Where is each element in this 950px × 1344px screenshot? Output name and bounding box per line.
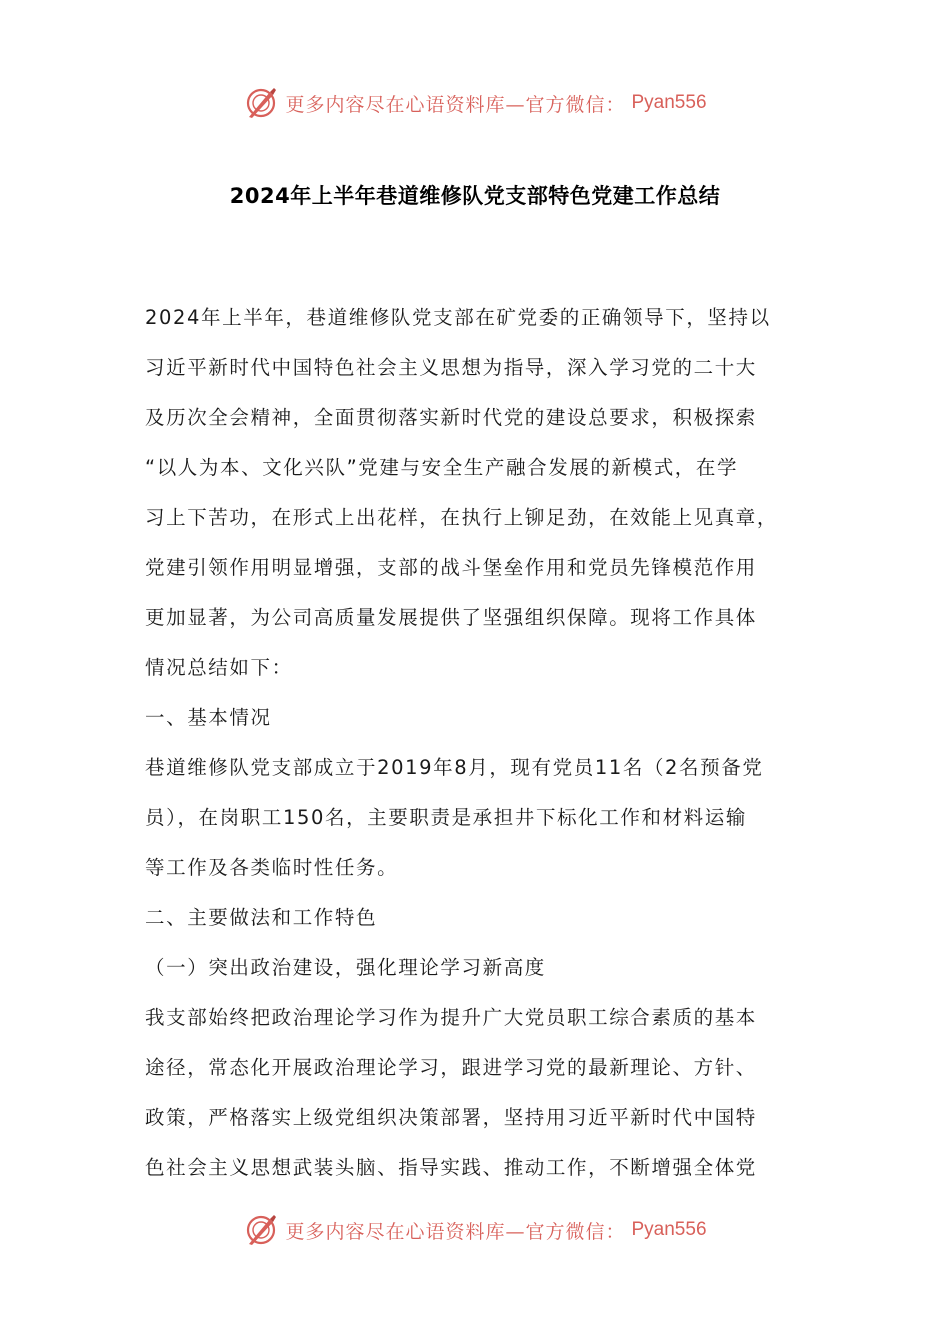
- watermark-text: 更多内容尽在心语资料库—官方微信：: [285, 93, 626, 116]
- body-line: “以人为本、文化兴队”党建与安全生产融合发展的新模式，在学: [145, 456, 739, 479]
- body-line: 及历次全会精神，全面贯彻落实新时代党的建设总要求，积极探索: [145, 406, 757, 429]
- footer-watermark: [0, 1210, 950, 1250]
- body-line: 党建引领作用明显增强，支部的战斗堡垒作用和党员先锋模范作用: [145, 556, 757, 579]
- pen-logo-icon: [243, 1212, 279, 1248]
- pen-logo-icon: [243, 85, 279, 121]
- body-line: 更加显著，为公司高质量发展提供了坚强组织保障。现将工作具体: [145, 606, 757, 629]
- header-watermark: [0, 83, 950, 123]
- body-line: 政策，严格落实上级党组织决策部署，坚持用习近平新时代中国特: [145, 1106, 757, 1129]
- body-line: 等工作及各类临时性任务。: [145, 856, 399, 879]
- body-line: 巷道维修队党支部成立于2019年8月，现有党员11名（2名预备党: [145, 756, 764, 779]
- body-line: 习近平新时代中国特色社会主义思想为指导，深入学习党的二十大: [145, 356, 757, 379]
- section-heading: 二、主要做法和工作特色: [145, 906, 378, 929]
- section-heading: 一、基本情况: [145, 706, 272, 729]
- watermark-wechat-id: Pyan556: [631, 92, 707, 113]
- body-line: 习上下苦功，在形式上出花样，在执行上铆足劲，在效能上见真章，: [145, 506, 779, 529]
- body-line: 员），在岗职工150名，主要职责是承担井下标化工作和材料运输: [145, 806, 747, 829]
- body-line: 途径，常态化开展政治理论学习，跟进学习党的最新理论、方针、: [145, 1056, 757, 1079]
- document-title: 2024年上半年巷道维修队党支部特色党建工作总结: [229, 184, 721, 208]
- document-body: [145, 296, 810, 1196]
- watermark-text: 更多内容尽在心语资料库—官方微信：: [285, 1220, 626, 1243]
- body-line: 我支部始终把政治理论学习作为提升广大党员职工综合素质的基本: [145, 1006, 757, 1029]
- subsection-heading: （一）突出政治建设，强化理论学习新高度: [145, 956, 546, 979]
- watermark-wechat-id: Pyan556: [631, 1219, 707, 1240]
- body-line: 情况总结如下：: [145, 656, 293, 679]
- body-line: 2024年上半年，巷道维修队党支部在矿党委的正确领导下，坚持以: [145, 306, 771, 329]
- body-line: 色社会主义思想武装头脑、指导实践、推动工作，不断增强全体党: [145, 1156, 757, 1179]
